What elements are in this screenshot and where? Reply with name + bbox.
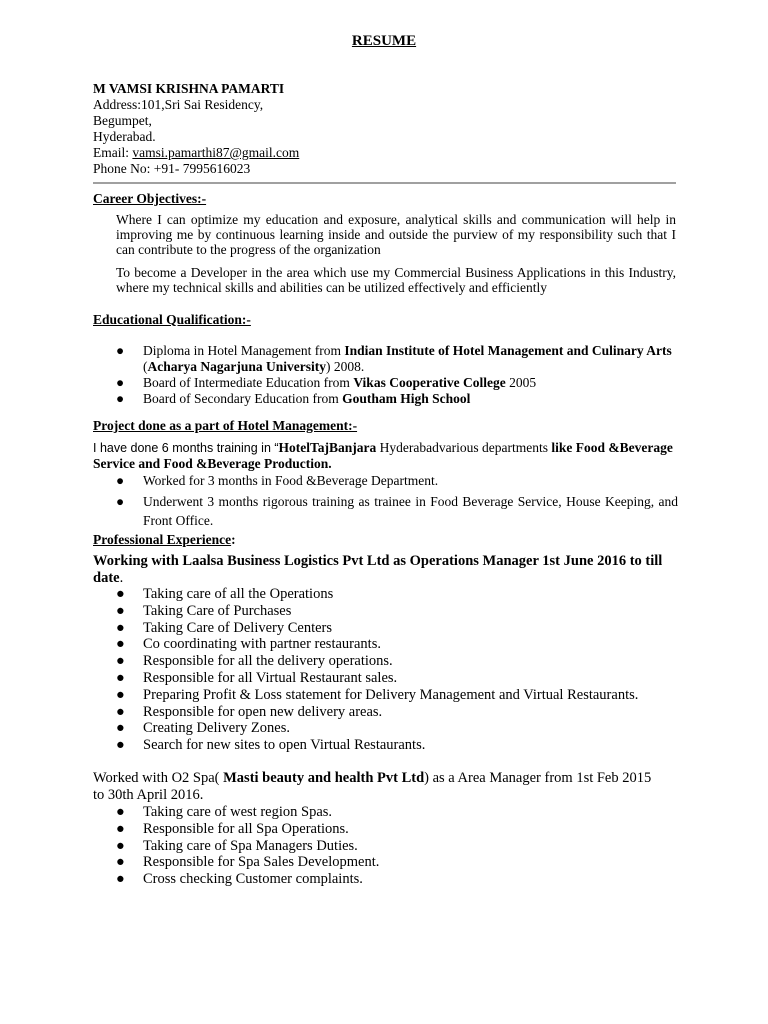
bullet-icon: ● xyxy=(116,636,125,653)
item-text: Worked for 3 months in Food &Beverage Department. xyxy=(143,473,439,488)
job1-duty xyxy=(116,636,676,653)
item-text: Responsible for all the delivery operations. xyxy=(143,653,393,670)
job1-duties-list xyxy=(116,586,676,754)
job1-duty xyxy=(116,670,676,687)
bullet-icon: ● xyxy=(116,837,125,854)
item-text: Diploma in Hotel Management from xyxy=(143,343,345,358)
item-text: Board of Intermediate Education from xyxy=(143,375,354,390)
education-item-intermediate xyxy=(116,375,676,391)
text-run: . xyxy=(119,570,124,586)
address-line-2: Begumpet, xyxy=(93,113,152,128)
item-text: ) 2008. xyxy=(326,359,365,374)
bullet-icon: ● xyxy=(116,391,125,406)
item-text: ( xyxy=(143,359,148,374)
email-link[interactable]: vamsi.pamarthi87@gmail.com xyxy=(132,145,300,160)
job1-duty xyxy=(116,720,676,737)
item-text: Vikas Cooperative College xyxy=(353,375,506,390)
project-list xyxy=(116,473,678,530)
item-text: Responsible for all Spa Operations. xyxy=(143,820,349,837)
career-paragraph-1: Where I can optimize my education and exposure, analytical skills and communication will help in improving me by continuous learning inside and outside the purview of my responsibility such that I can contribute to the progress of the organization xyxy=(116,212,676,257)
job2-duty xyxy=(116,871,676,888)
text-run: I have done 6 months training in “ xyxy=(93,441,279,455)
item-text: Responsible for all Virtual Restaurant sales. xyxy=(143,669,398,686)
text-run: ) as a Area Manager from 1st Feb 2015 to 30th April 2016. xyxy=(93,770,652,803)
item-text: Creating Delivery Zones. xyxy=(143,720,290,737)
item-text: Search for new sites to open Virtual Restaurants. xyxy=(143,737,426,754)
job1-duty xyxy=(116,586,676,603)
job2-duty xyxy=(116,838,676,855)
experience-heading xyxy=(93,532,236,548)
bullet-icon: ● xyxy=(116,619,125,636)
item-text: Taking care of all the Operations xyxy=(143,586,334,602)
bullet-icon: ● xyxy=(116,653,125,670)
item-text: Taking care of west region Spas. xyxy=(143,804,333,820)
job1-title xyxy=(93,553,678,587)
item-text: Indian Institute of Hotel Management and Culinary Arts xyxy=(344,343,672,358)
bullet-icon: ● xyxy=(116,804,125,820)
item-text: Underwent 3 months rigorous training as trainee in Food Beverage Service, House Keeping, and Front Office. xyxy=(143,494,678,528)
item-text: 2005 xyxy=(505,375,537,390)
education-heading: Educational Qualification:- xyxy=(93,312,251,327)
item-text: Acharya Nagarjuna University xyxy=(147,359,326,374)
bullet-icon: ● xyxy=(116,602,125,619)
bullet-icon: ● xyxy=(116,375,125,390)
project-heading: Project done as a part of Hotel Management:- xyxy=(93,418,358,433)
phone-row: Phone No: +91- 7995616023 xyxy=(93,161,251,176)
project-item xyxy=(116,473,678,489)
text-run: Professional Experience xyxy=(93,532,232,547)
career-objectives-heading: Career Objectives:- xyxy=(93,191,207,206)
education-list xyxy=(116,343,676,407)
job2-duty xyxy=(116,821,676,838)
text-run: : xyxy=(231,532,236,547)
text-run: Working with Laalsa Business Logistics Pvt Ltd as Operations Manager 1st June 2016 to till date xyxy=(93,553,663,586)
job2-duty xyxy=(116,804,676,821)
bullet-icon: ● xyxy=(116,686,125,703)
job1-duty xyxy=(116,620,676,637)
job1-duty xyxy=(116,653,676,670)
item-text: Preparing Profit & Loss statement for Delivery Management and Virtual Restaurants. xyxy=(143,686,639,703)
bullet-icon: ● xyxy=(116,703,125,720)
bullet-icon: ● xyxy=(116,871,125,888)
bullet-icon: ● xyxy=(116,720,125,737)
bullet-icon: ● xyxy=(116,669,125,686)
bullet-icon: ● xyxy=(116,820,125,837)
item-text: Taking Care of Purchases xyxy=(143,602,292,619)
item-text: Responsible for open new delivery areas. xyxy=(143,703,383,720)
header-divider xyxy=(93,182,676,184)
job1-duty xyxy=(116,603,676,620)
item-text: Board of Secondary Education from xyxy=(143,391,343,406)
project-intro xyxy=(93,440,678,472)
item-text: Co coordinating with partner restaurants. xyxy=(143,636,381,653)
item-text: Responsible for Spa Sales Development. xyxy=(143,854,380,871)
text-run: Hyderabadvarious departments xyxy=(376,440,552,455)
item-text: Taking care of Spa Managers Duties. xyxy=(143,837,358,854)
job2-duty xyxy=(116,854,676,871)
job2-summary xyxy=(93,770,653,804)
email-label: Email: xyxy=(93,145,133,160)
email-row xyxy=(93,145,299,161)
text-run: HotelTajBanjara xyxy=(278,440,377,455)
job1-duty xyxy=(116,704,676,721)
text-run: Worked with O2 Spa( xyxy=(93,770,224,786)
bullet-icon: ● xyxy=(116,473,125,488)
bullet-icon: ● xyxy=(116,494,125,509)
job2-duties-list xyxy=(116,804,676,888)
text-run: like Food &Beverage Service and Food &Beverage Production. xyxy=(93,440,673,471)
bullet-icon: ● xyxy=(116,343,125,358)
project-item xyxy=(116,492,678,530)
bullet-icon: ● xyxy=(116,737,125,754)
address-line-3: Hyderabad. xyxy=(93,129,156,144)
job1-duty xyxy=(116,687,676,704)
item-text: Cross checking Customer complaints. xyxy=(143,871,363,888)
education-item-secondary xyxy=(116,391,676,407)
candidate-name: M VAMSI KRISHNA PAMARTI xyxy=(93,81,285,96)
resume-title: RESUME xyxy=(351,33,417,49)
address-line-1: Address:101,Sri Sai Residency, xyxy=(93,97,264,112)
education-item-diploma xyxy=(116,343,676,375)
item-text: Goutham High School xyxy=(342,391,471,406)
item-text: Taking Care of Delivery Centers xyxy=(143,619,333,636)
bullet-icon: ● xyxy=(116,854,125,871)
bullet-icon: ● xyxy=(116,586,125,602)
job1-duty xyxy=(116,737,676,754)
career-paragraph-2: To become a Developer in the area which use my Commercial Business Applications in this Industry, where my technical skills and abilities can be utilized effectively and efficiently xyxy=(116,265,676,295)
text-run: Masti beauty and health Pvt Ltd xyxy=(223,770,425,786)
